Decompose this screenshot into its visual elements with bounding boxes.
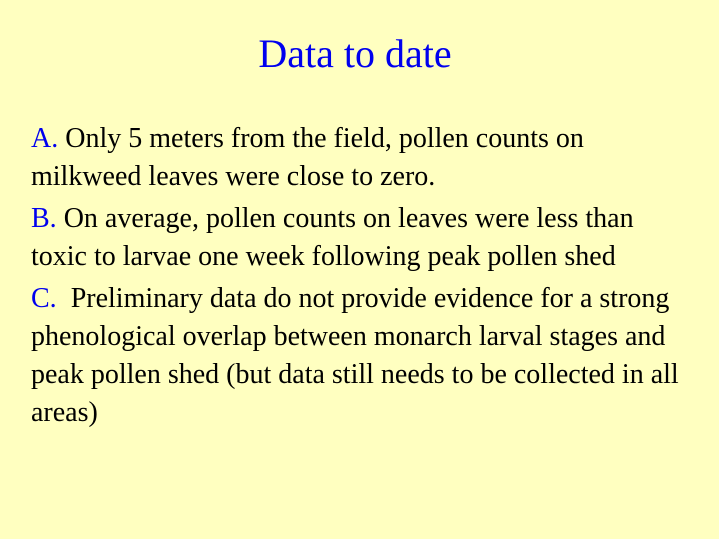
bullet-point-a: [31, 120, 691, 196]
bullet-marker-a: A.: [31, 123, 59, 154]
bullet-point-b: [31, 200, 691, 276]
bullet-list: [31, 120, 691, 436]
bullet-marker-c: C.: [31, 283, 57, 314]
bullet-marker-b: B.: [31, 203, 57, 234]
bullet-text-b: On average, pollen counts on leaves were less than toxic to larvae one week following peak pollen shed: [31, 203, 634, 272]
slide-title: Data to date: [258, 31, 452, 76]
bullet-point-c: [31, 280, 691, 432]
bullet-text-a: Only 5 meters from the field, pollen counts on milkweed leaves were close to zero.: [31, 123, 584, 192]
bullet-text-c: Preliminary data do not provide evidence for a strong phenological overlap between monarch larval stages and peak pollen shed (but data still needs to be collected in all areas): [31, 283, 679, 428]
